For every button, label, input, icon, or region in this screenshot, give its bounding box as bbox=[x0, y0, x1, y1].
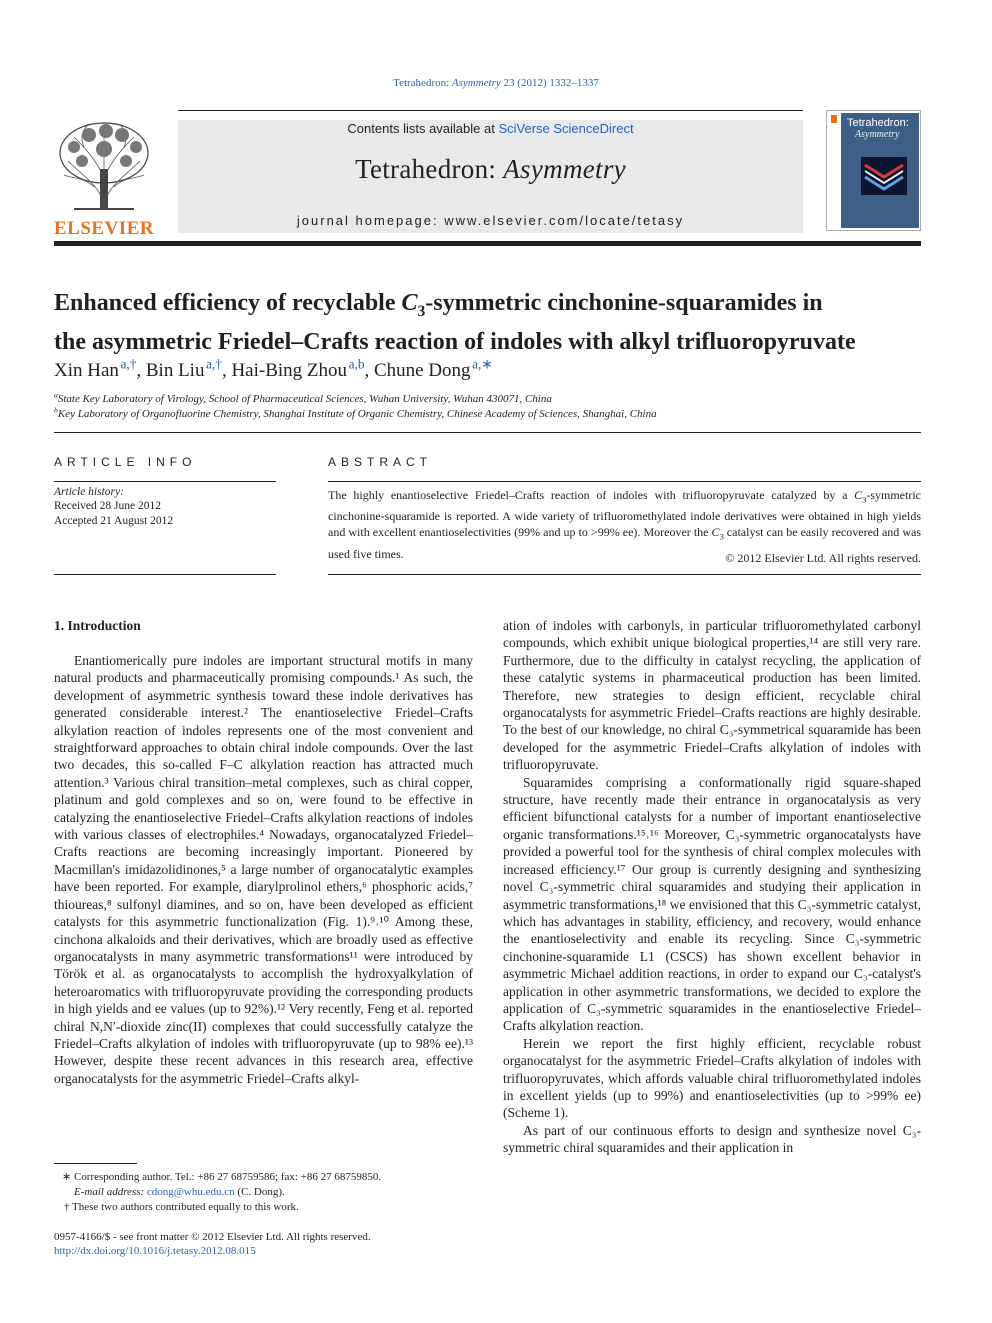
author-list: Xin Han $^{a,\dagger}$, Bin Liu $^{a,\dagger}$, Hai-Bing Zhou $^{a,b}$, Chune Dong $^{a,∗}$ bbox=[54, 356, 493, 381]
title-part: C bbox=[401, 290, 418, 316]
affiliation-b bbox=[54, 405, 934, 420]
paragraph: ation of indoles with carbonyls, in particular trifluoromethylated carbonyl compounds, which exhibit unique biological properties,¹⁴ are still very rare. Furthermore, due to the difficulty in catalyst recycling, the application of these catalytic systems in pharmaceutical production has been limited. Therefore, new strategies to design efficient, recyclable chiral organocatalysts for asymmetric Friedel–Crafts reactions are highly desirable. To the best of our knowledge, no chiral C₃-symmetrical squaramide has been developed for the asymmetric Friedel–Crafts alkylation of indoles with trifluoropyruvate. bbox=[503, 618, 921, 773]
paragraph: Squaramides comprising a conformationally rigid square-shaped structure, have recently made their entrance in organocatalysis as very efficient bifunctional catalysts for a number of important enantioselective organic transformations.¹⁵˒¹⁶ Moreover, C₃-symmetric organocatalysts have provided a powerful tool for the synthesis of chiral complex molecules with increased efficiency.¹⁷ Our group is currently designing and synthesizing novel C₃-symmetric chiral squaramides and studying their application in asymmetric transformations,¹⁸ we envisioned that this C₃-symmetric catalyst, which has advantages in stability, efficiency, and recovery, would enhance the enantioselectivity and enable its recycling. Since C₃-symmetric cinchonine-squaramide L1 (CSCS) has shown excellent behavior in asymmetric Michael addition reactions, in order to expand our C₃-catalyst's application in other asymmetric transformations, we decided to explore the application of C₃-symmetric squaramides in the enantioselective Friedel–Crafts alkylation reaction. bbox=[503, 774, 921, 1034]
abstract-part: The highly enantioselective Friedel–Crafts reaction of indoles with trifluoropyruvate catalyzed by a bbox=[328, 488, 855, 502]
elsevier-wordmark: ELSEVIER bbox=[54, 218, 155, 239]
journal-cover bbox=[826, 110, 921, 231]
header-thick-rule bbox=[54, 241, 921, 246]
abstract-copyright: © 2012 Elsevier Ltd. All rights reserved. bbox=[725, 551, 921, 565]
affiliation-text: State Key Laboratory of Virology, School of Pharmaceutical Sciences, Wuhan University, Wuhan 430071, China bbox=[57, 393, 552, 405]
paragraph: Enantiomerically pure indoles are important structural motifs in many natural products and pharmaceutically promising compounds.¹ As such, the development of asymmetric synthesis toward these indole derivatives has generated considerable interest.² The enantioselective Friedel–Crafts alkylation reaction of indoles represents one of the most convenient and straightforward approaches to obtain chiral indole compounds. Over the last two decades, this so-called F–C alkylation reaction has attracted much attention.³ Various chiral transition–metal complexes, such as chiral copper, platinum and gold complexes and so on, were found to be effective in catalyzing the enantioselective Friedel–Crafts alkylation reactions of indoles with various classes of electrophiles.⁴ Nowadays, organocatalyzed Friedel–Crafts reactions are becoming increasingly important. Pioneered by Macmillan's imidazolidinones,⁵ a large number of organocatalytic examples have been reported. For example, diarylprolinol ethers,⁶ phosphoric acids,⁷ thioureas,⁸ sulfonyl diamines, and so on, have been developed as efficient catalysts for this asymmetric functionalization (Fig. 1).⁹˒¹⁰ Among these, cinchona alkaloids and their derivatives, which are broadly used as effective organocatalysts in many asymmetric transformations¹¹ were introduced by Török et al. as organocatalysts to accomplish the hydroxyalkylation of heteroaromatics with trifluoropyruvate providing the corresponding products in high yields and ee values (up to 92%).¹² Very recently, Feng et al. reported chiral N,N′-dioxide zinc(II) complexes that could successfully catalyze the Friedel–Crafts alkylation of indoles with trifluoropyruvate (up to 98% ee).¹³ However, despite these recent advances in this research area, effective organocatalysts for the asymmetric Friedel–Crafts alkyl- bbox=[54, 653, 473, 1086]
journal-name-italic: Asymmetry bbox=[503, 154, 626, 184]
cover-title: Tetrahedron: bbox=[847, 117, 909, 129]
footnote-equal-contribution: † These two authors contributed equally to this work. bbox=[64, 1201, 299, 1213]
article-info-rule bbox=[54, 481, 276, 482]
journal-citation[interactable] bbox=[0, 77, 992, 89]
author-marks[interactable]: a,b bbox=[348, 356, 365, 372]
citation-journal: Asymmetry bbox=[451, 77, 501, 89]
right-column bbox=[503, 617, 921, 1157]
email-link[interactable]: cdong@whu.edu.cn bbox=[146, 1186, 235, 1198]
article-info-bottom-rule bbox=[54, 574, 276, 575]
affiliation-mark: b bbox=[54, 405, 58, 415]
author-marks[interactable]: a,† bbox=[206, 356, 222, 372]
abstract-rule bbox=[328, 481, 921, 482]
article-history-label: Article history: bbox=[54, 486, 124, 498]
affiliation-a bbox=[54, 390, 934, 405]
issn-line: 0957-4166/$ - see front matter © 2012 Elsevier Ltd. All rights reserved. bbox=[54, 1231, 371, 1243]
cover-graphic bbox=[861, 157, 907, 195]
abstract-text: The highly enantioselective Friedel–Crafts reaction of indoles with trifluoropyruvate catalyzed by a $C_3$-symmetric cinchonine-squaramide is reported. A wide variety of trifluoromethylated indole derivatives were obtained in high yields and with excellent enantioselectivities (99% and up to >99% ee). Moreover the $C_3$ catalyst can be easily recovered and was used five times. bbox=[328, 488, 921, 561]
affiliation-rule bbox=[54, 432, 921, 433]
author-marks[interactable]: a,∗ bbox=[472, 356, 493, 372]
author-name[interactable]: Hai-Bing Zhou bbox=[231, 360, 348, 381]
cover-subtitle: Asymmetry bbox=[855, 129, 900, 140]
doi-link[interactable]: http://dx.doi.org/10.1016/j.tetasy.2012.08.015 bbox=[54, 1245, 256, 1257]
author-name[interactable]: Xin Han bbox=[54, 360, 119, 381]
left-column bbox=[54, 652, 473, 1087]
email-suffix: (C. Dong). bbox=[234, 1186, 285, 1198]
journal-name bbox=[178, 154, 803, 185]
journal-homepage[interactable]: journal homepage: www.elsevier.com/locate/tetasy bbox=[296, 213, 685, 228]
affiliation-mark: a bbox=[54, 390, 58, 400]
abstract-part: catalyst can be easily recovered and was used five times. bbox=[328, 525, 921, 561]
abstract-bottom-rule bbox=[328, 574, 921, 575]
footnote-rule bbox=[54, 1163, 137, 1164]
abstract-heading: ABSTRACT bbox=[328, 455, 433, 469]
title-part: 3 bbox=[417, 302, 426, 320]
section-heading-introduction: 1. Introduction bbox=[54, 618, 141, 633]
header-top-rule bbox=[178, 110, 803, 111]
elsevier-tree-icon bbox=[54, 117, 154, 217]
paragraph: As part of our continuous efforts to design and synthesize novel C₃-symmetric chiral squaramides and their application in bbox=[503, 1122, 921, 1156]
paragraph: Herein we report the first highly efficient, recyclable robust organocatalyst for the asymmetric Friedel–Crafts alkylation of indoles with trifluoropyruvates, which affords valuable chiral trifluoromethylated indoles in excellent yields (up to 99%) and enantioselectivities (up to >99% ee) (Scheme 1). bbox=[503, 1035, 921, 1121]
title-part: Enhanced efficiency of recyclable bbox=[54, 290, 402, 316]
cover-elsevier-mark bbox=[831, 115, 837, 123]
author-name[interactable]: Bin Liu bbox=[145, 360, 205, 381]
author-name[interactable]: Chune Dong bbox=[373, 360, 471, 381]
journal-name-main: Tetrahedron: bbox=[355, 154, 504, 184]
author-marks[interactable]: a,† bbox=[120, 356, 137, 372]
citation-volume: 23 (2012) 1332–1337 bbox=[500, 77, 599, 89]
citation-prefix: Tetrahedron: bbox=[393, 77, 452, 89]
article-info-heading: ARTICLE INFO bbox=[54, 455, 197, 469]
article-title bbox=[54, 288, 934, 357]
footnote-email bbox=[74, 1185, 494, 1200]
title-part: -symmetric cinchonine-squaramides in bbox=[425, 290, 823, 316]
affiliation-text: Key Laboratory of Organofluorine Chemistry, Shanghai Institute of Organic Chemistry, Chinese Academy of Sciences, Shanghai, China bbox=[57, 408, 657, 420]
received-date: Received 28 June 2012 bbox=[54, 500, 161, 512]
elsevier-logo bbox=[54, 117, 155, 239]
accepted-date: Accepted 21 August 2012 bbox=[54, 515, 174, 527]
footnote-corresponding: ∗ Corresponding author. Tel.: +86 27 68759586; fax: +86 27 68759850. bbox=[62, 1171, 382, 1183]
sciencedirect-link[interactable]: SciVerse ScienceDirect bbox=[498, 121, 634, 136]
title-part: the asymmetric Friedel–Crafts reaction of indoles with alkyl trifluoropyruvate bbox=[54, 328, 856, 355]
contents-line bbox=[178, 121, 803, 136]
abstract-part: -symmetric cinchonine-squaramide is reported. A wide variety of trifluoromethylated indole derivatives were obtained in high yields and with excellent enantioselectivities (99% and up to >99% ee). Moreover the bbox=[328, 488, 921, 540]
contents-prefix: Contents lists available at bbox=[347, 121, 499, 136]
email-label: E-mail address: bbox=[74, 1186, 147, 1198]
